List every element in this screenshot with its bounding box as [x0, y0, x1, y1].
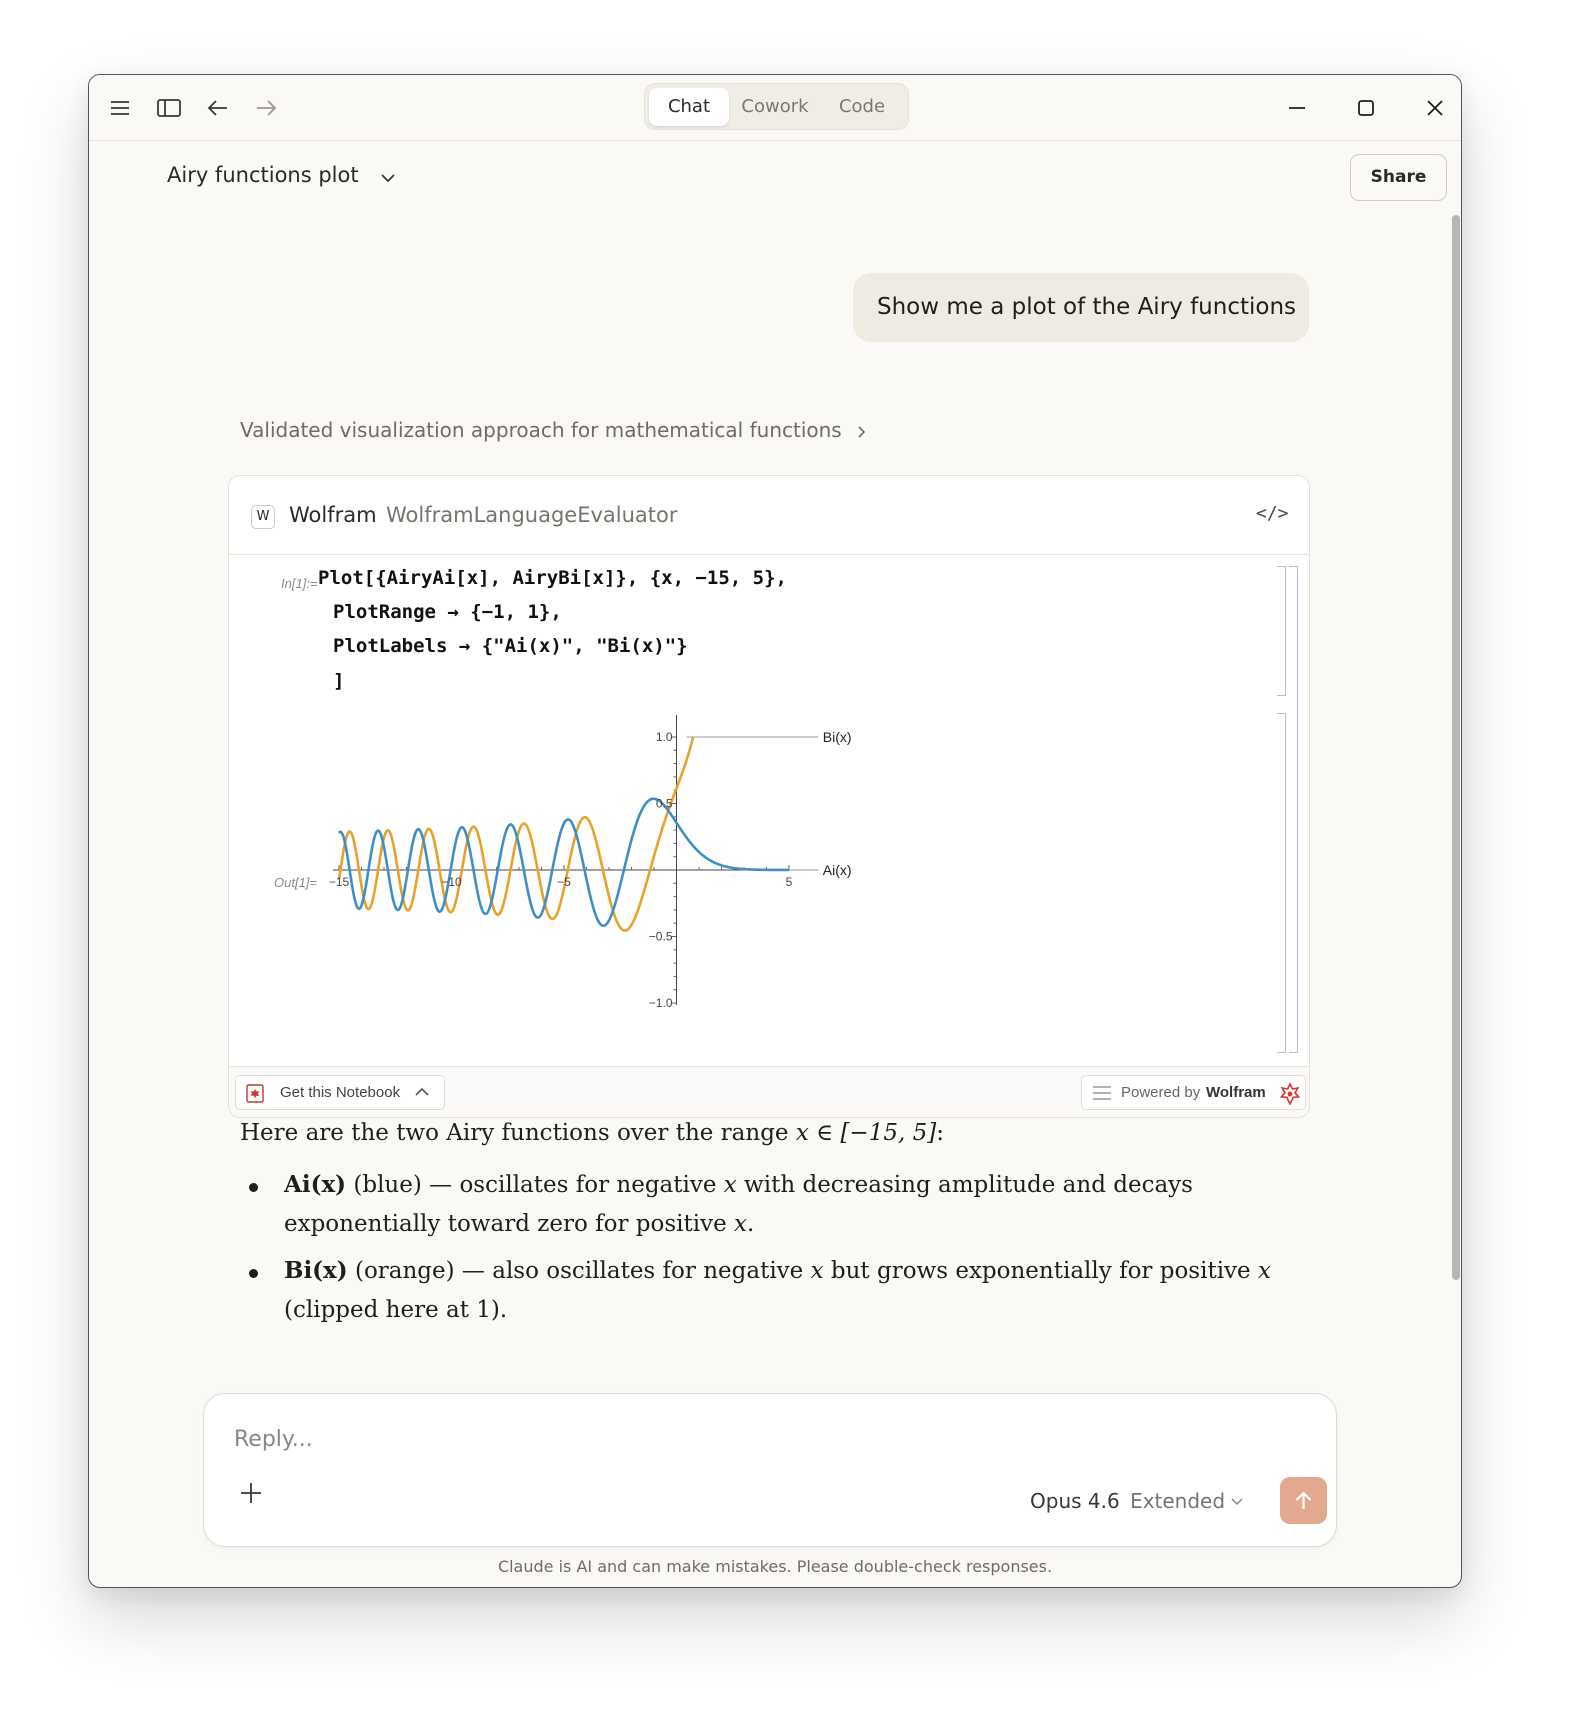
minimize-icon[interactable]: [1282, 93, 1312, 123]
airy-plot: [279, 711, 899, 1051]
powered-by-label: Powered by: [1121, 1084, 1201, 1101]
list-item: [284, 1171, 1193, 1198]
code-line: Plot[{AiryAi[x], AiryBi[x]}, {x, −15, 5},: [318, 567, 787, 589]
chevron-up-icon: [414, 1085, 430, 1103]
get-notebook-label: Get this Notebook: [280, 1084, 401, 1101]
sidebar-toggle-icon[interactable]: [154, 93, 184, 123]
list-item-text: exponentially toward zero for positive: [284, 1211, 735, 1237]
get-notebook-button[interactable]: [235, 1075, 445, 1110]
model-name: Opus 4.6: [1030, 1489, 1120, 1513]
maximize-icon[interactable]: [1351, 93, 1381, 123]
tab-code[interactable]: Code: [838, 96, 886, 117]
app-window: [88, 74, 1462, 1588]
list-item-continuation: (clipped here at 1).: [284, 1297, 508, 1323]
composer: [203, 1393, 1337, 1547]
send-button[interactable]: [1280, 1477, 1327, 1524]
x-tick-label: −10: [441, 875, 462, 889]
code-line: PlotLabels → {"Ai(x)", "Bi(x)"}: [333, 635, 688, 657]
math-var: x: [1257, 1258, 1271, 1284]
powered-by-wolfram[interactable]: [1081, 1075, 1306, 1110]
bold-term: Bi(x): [284, 1257, 348, 1284]
series-label-ai: Ai(x): [822, 862, 852, 878]
input-label: In[1]:=: [281, 576, 318, 591]
forward-arrow-icon[interactable]: [251, 93, 281, 123]
bold-term: Ai(x): [284, 1171, 347, 1198]
list-icon: [1092, 1085, 1112, 1105]
x-tick-label: −15: [328, 875, 350, 889]
math-var: x: [734, 1211, 748, 1237]
output-cell-bracket[interactable]: [1277, 713, 1286, 1053]
list-item-text: (blue) — oscillates for negative: [346, 1172, 724, 1198]
back-arrow-icon[interactable]: [203, 93, 233, 123]
conversation-title[interactable]: Airy functions plot: [167, 163, 359, 187]
tool-name: Wolfram: [289, 503, 377, 527]
wolfram-spikey-icon: [1279, 1083, 1301, 1109]
wolfram-badge-icon: W: [251, 505, 275, 529]
list-item-text: .: [747, 1211, 755, 1237]
list-item: [284, 1257, 1271, 1284]
plus-icon[interactable]: [238, 1480, 264, 1506]
answer-intro-end: :: [936, 1120, 944, 1146]
y-tick-label: 0.5: [655, 796, 673, 811]
y-tick-label: 1.0: [655, 730, 673, 744]
bullet-dot: [249, 1269, 258, 1278]
cell-bracket[interactable]: [1277, 566, 1286, 696]
output-label: Out[1]=: [274, 875, 317, 890]
reply-input[interactable]: [234, 1422, 934, 1456]
user-message: Show me a plot of the Airy functions: [853, 273, 1309, 342]
title-bar: [89, 75, 1461, 141]
notebook-icon: [246, 1084, 264, 1107]
math-range: x ∈ [−15, 5]: [795, 1120, 937, 1146]
tool-header[interactable]: [229, 476, 1309, 555]
chevron-down-icon[interactable]: [377, 167, 399, 189]
bullet-dot: [249, 1183, 258, 1192]
y-tick-label: −0.5: [648, 929, 673, 944]
list-item-text: but grows exponentially for positive: [823, 1258, 1258, 1284]
close-icon[interactable]: [1420, 93, 1450, 123]
list-item-text: (orange) — also oscillates for negative: [347, 1258, 811, 1284]
list-item-continuation: [284, 1211, 754, 1237]
math-var: x: [810, 1258, 824, 1284]
code-line: PlotRange → {−1, 1},: [333, 601, 562, 623]
tab-chat[interactable]: Chat: [649, 88, 729, 126]
wolfram-brand: Wolfram: [1206, 1084, 1266, 1101]
tab-cowork[interactable]: Cowork: [741, 96, 809, 117]
mode-switcher: [644, 83, 909, 130]
model-mode: Extended: [1130, 1489, 1226, 1513]
tool-result-card: [228, 475, 1310, 1118]
scrollbar[interactable]: [1452, 215, 1460, 1280]
code-icon[interactable]: </>: [1256, 503, 1289, 524]
tool-subtitle: WolframLanguageEvaluator: [386, 503, 678, 527]
cell-group-bracket[interactable]: [1289, 566, 1298, 1053]
arrow-up-icon: [1292, 1489, 1315, 1516]
share-button[interactable]: Share: [1350, 154, 1447, 201]
answer-intro: [240, 1120, 944, 1146]
thinking-summary[interactable]: [240, 418, 868, 444]
list-item-text: with decreasing amplitude and decays: [736, 1172, 1193, 1198]
chevron-right-icon: [856, 420, 868, 444]
code-line: ]: [333, 670, 345, 692]
thinking-summary-text: Validated visualization approach for mathematical functions: [240, 418, 842, 442]
series-label-bi: Bi(x): [822, 729, 852, 745]
answer-intro-text: Here are the two Airy functions over the range: [240, 1120, 796, 1146]
y-tick-label: −1.0: [648, 996, 673, 1010]
menu-icon[interactable]: [105, 93, 135, 123]
chevron-down-icon[interactable]: [1229, 1493, 1245, 1509]
x-tick-label: 5: [785, 875, 793, 889]
model-selector[interactable]: [1030, 1489, 1225, 1513]
disclaimer: Claude is AI and can make mistakes. Please double-check responses.: [497, 1557, 1053, 1576]
math-var: x: [723, 1172, 737, 1198]
tool-footer: [229, 1066, 1309, 1118]
x-tick-label: −5: [557, 875, 571, 889]
